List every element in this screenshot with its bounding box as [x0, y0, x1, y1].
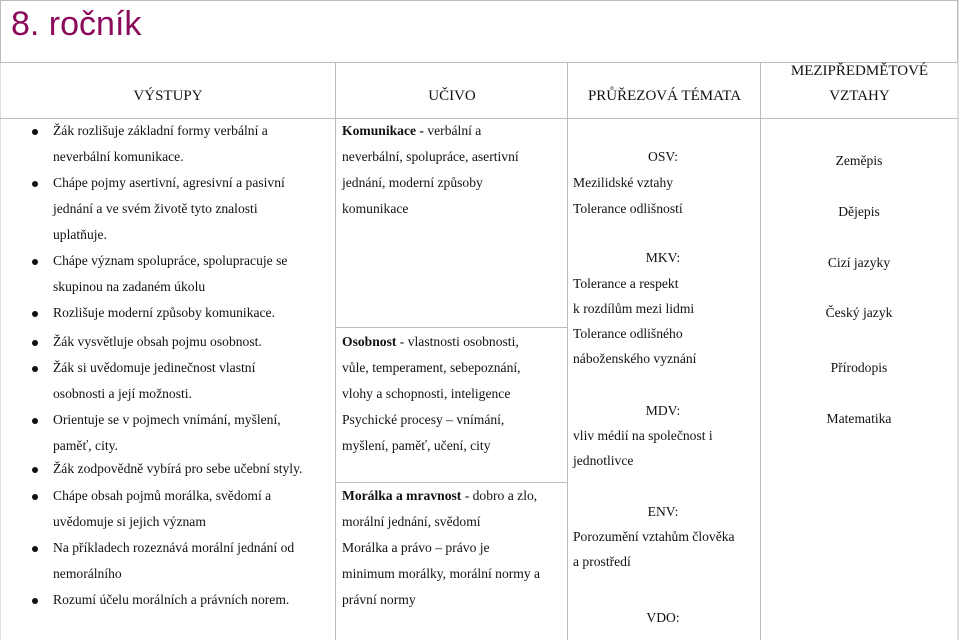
vystupy-line: Orientuje se v pojmech vnímání, myšlení,	[53, 412, 281, 427]
vystupy-line: neverbální komunikace.	[53, 149, 184, 164]
temata-text: k rozdílům mezi lidmi	[573, 301, 695, 316]
header-ucivo: UČIVO	[428, 88, 476, 104]
vztahy-item: Zeměpis	[835, 153, 883, 168]
ucivo-komunikace-line	[342, 123, 481, 139]
ucivo-moralka-line	[342, 488, 537, 504]
bullet-icon	[32, 494, 38, 500]
ucivo-text: - dobro a zlo,	[461, 488, 538, 503]
temata-vdo-heading: VDO:	[646, 610, 680, 625]
temata-text: náboženského vyznání	[573, 351, 697, 366]
ucivo-text: vůle, temperament, sebepoznání,	[342, 360, 521, 375]
bullet-icon	[32, 311, 38, 317]
ucivo-text: komunikace	[342, 201, 409, 216]
temata-text: Mezilidské vztahy	[573, 175, 674, 190]
ucivo-text: neverbální, spolupráce, asertivní	[342, 149, 519, 164]
temata-mdv-heading: MDV:	[645, 403, 681, 418]
ucivo-text: vlohy a schopnosti, inteligence	[342, 386, 511, 401]
vystupy-line: Žák vysvětluje obsah pojmu osobnost.	[53, 334, 262, 349]
ucivo-text: myšlení, paměť, učení, city	[342, 438, 491, 453]
bullet-icon	[32, 418, 38, 424]
bullet-icon	[32, 340, 38, 346]
header-temata: PRŮŘEZOVÁ TÉMATA	[587, 88, 742, 104]
temata-env-heading: ENV:	[647, 504, 679, 519]
temata-text: Porozumění vztahům člověka	[573, 529, 735, 544]
temata-text: jednotlivce	[573, 453, 634, 468]
temata-text: a prostředí	[573, 554, 631, 569]
bullet-icon	[32, 129, 38, 135]
vystupy-line: Žák rozlišuje základní formy verbální a	[53, 123, 268, 138]
vystupy-line: Žák si uvědomuje jedinečnost vlastní	[53, 360, 256, 375]
ucivo-osobnost-heading: Osobnost	[342, 334, 397, 349]
vystupy-line: osobnosti a její možnosti.	[53, 386, 192, 401]
header-vztahy-line1: MEZIPŘEDMĚTOVÉ	[790, 63, 929, 79]
ucivo-komunikace-heading: Komunikace -	[342, 123, 424, 138]
vystupy-line: nemorálního	[53, 566, 122, 581]
vystupy-line: jednání a ve svém životě tyto znalosti	[53, 201, 258, 216]
header-vystupy: VÝSTUPY	[133, 88, 203, 104]
bullet-icon	[32, 467, 38, 473]
page-title: 8. ročník	[11, 5, 142, 43]
temata-mkv-heading: MKV:	[645, 250, 681, 265]
ucivo-text: - vlastnosti osobnosti,	[396, 334, 519, 349]
bullet-icon	[32, 546, 38, 552]
vystupy-line: Rozlišuje moderní způsoby komunikace.	[53, 305, 275, 320]
vztahy-item: Český jazyk	[825, 305, 893, 320]
vystupy-line: Chápe pojmy asertivní, agresivní a pasivní	[53, 175, 285, 190]
temata-text: vliv médií na společnost i	[573, 428, 713, 443]
header-vztahy-line2: VZTAHY	[829, 88, 890, 104]
vystupy-line: Rozumí účelu morálních a právních norem.	[53, 592, 290, 607]
ucivo-text: právní normy	[342, 592, 416, 607]
ucivo-text: Psychické procesy – vnímání,	[342, 412, 505, 427]
ucivo-moralka-heading: Morálka a mravnost	[342, 488, 462, 503]
vystupy-line: uplatňuje.	[53, 227, 107, 242]
temata-text: Tolerance a respekt	[573, 276, 679, 291]
vystupy-line: uvědomuje si jejich význam	[53, 514, 206, 529]
temata-text: Tolerance odlišností	[573, 201, 683, 216]
vystupy-line: skupinou na zadaném úkolu	[53, 279, 206, 294]
bullet-icon	[32, 598, 38, 604]
ucivo-text: jednání, moderní způsoby	[342, 175, 483, 190]
ucivo-text: minimum morálky, morální normy a	[342, 566, 541, 581]
ucivo-osobnost-line	[342, 334, 519, 350]
temata-osv-heading: OSV:	[648, 149, 678, 164]
vztahy-item: Dějepis	[838, 204, 880, 219]
vystupy-line: paměť, city.	[53, 438, 118, 453]
vztahy-item: Cizí jazyky	[827, 255, 891, 270]
temata-text: Tolerance odlišného	[573, 326, 683, 341]
ucivo-text: Morálka a právo – právo je	[342, 540, 490, 555]
bullet-icon	[32, 366, 38, 372]
bullet-icon	[32, 259, 38, 265]
ucivo-text: verbální a	[423, 123, 482, 138]
title-box	[0, 0, 958, 63]
vystupy-line: Na příkladech rozeznává morální jednání od	[53, 540, 295, 555]
bullet-icon	[32, 181, 38, 187]
vztahy-item: Matematika	[826, 411, 892, 426]
ucivo-text: morální jednání, svědomí	[342, 514, 481, 529]
vystupy-line: Žák zodpovědně vybírá pro sebe učební styly.	[53, 461, 303, 476]
vystupy-line: Chápe obsah pojmů morálka, svědomí a	[53, 488, 272, 503]
vztahy-item: Přírodopis	[830, 360, 888, 375]
vystupy-line: Chápe význam spolupráce, spolupracuje se	[53, 253, 288, 268]
